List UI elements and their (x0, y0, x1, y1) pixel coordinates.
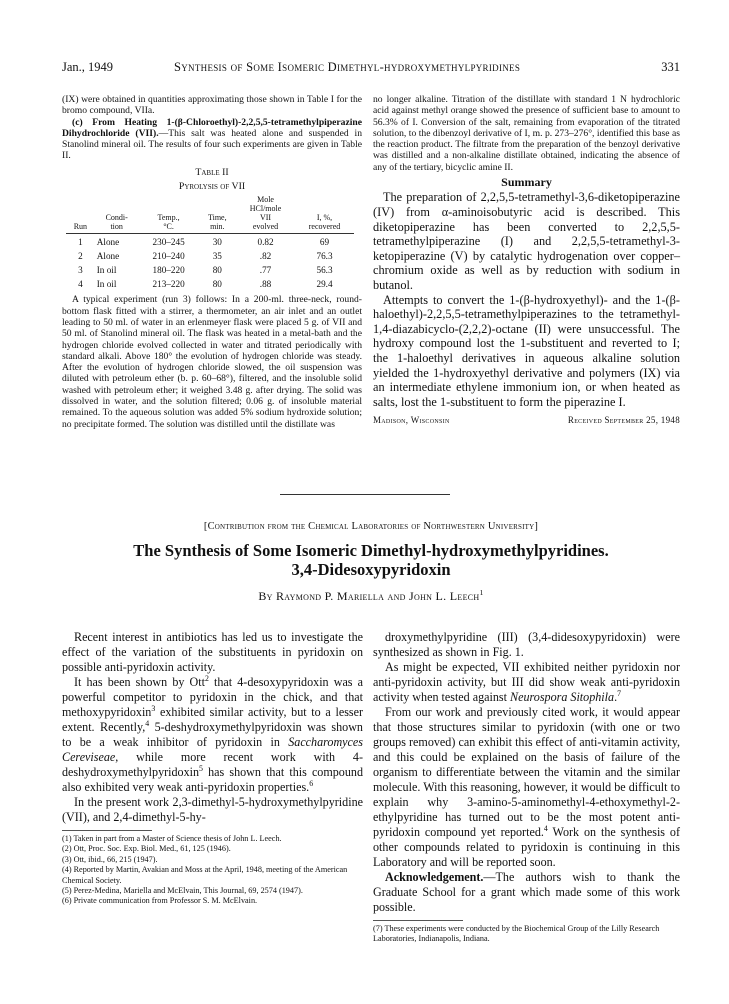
paragraph: (c) From Heating 1-(β-Chloroethyl)-2,2,5,5-tetramethylpiperazine Dihydrochloride (VII).—This salt was heated alone and suspended in Stanolind mineral oil. The results of four such experiments are given in Table II. (62, 116, 362, 162)
table-header-cell: I, %, recovered (295, 195, 354, 234)
paragraph: droxymethylpyridine (III) (3,4-didesoxypyridoxin) were synthesized as shown in Fig. 1. (373, 630, 680, 659)
section-subheading: (c) From Heating 1-(β-Chloroethyl)-2,2,5,5-tetramethylpiperazine Dihydrochloride (VII). (62, 116, 362, 139)
table-cell: 210–240 (152, 250, 185, 261)
table-header-cell: Time, min. (199, 195, 236, 234)
header-date: Jan., 1949 (62, 60, 114, 74)
left-column-top (62, 94, 362, 430)
table-cell: 76.3 (316, 250, 333, 261)
table-cell: 213–220 (152, 278, 185, 289)
table-row (66, 276, 354, 290)
paragraph: Acknowledgement.—The authors wish to thank the Graduate School for a grant which made some of this work possible. (373, 870, 680, 914)
authors: By Raymond P. Mariella and John L. Leech$^1$ (258, 588, 484, 603)
article-title: The Synthesis of Some Isomeric Dimethyl-hydroxymethylpyridines. 3,4-Didesoxypyridoxin (133, 541, 609, 579)
table-cell: 230–245 (152, 236, 185, 247)
footnotes (373, 924, 680, 945)
table-header-cell: Mole HCl/mole VII evolved (236, 195, 295, 234)
table-cell: In oil (96, 278, 117, 289)
paragraph: no longer alkaline. Titration of the distillate with standard 1 N hydrochloric acid against methyl orange showed the presence of sufficient base to amount to 56.3% of I. Conversion of the salt, remaining from evaporation of the titrated solution, to the dibenzoyl derivative of I, m. p. 273–276°, identified this base as the reaction product. The filtrate from the preparation of the benzoyl derivative was distilled and a non-alkaline distillate obtained, indicating the absence of any of the tertiary, bicyclic amine II. (373, 94, 680, 173)
acknowledgement-heading: Acknowledgement. (385, 870, 484, 884)
footnote-rule (62, 830, 152, 831)
table-caption: Table II (195, 166, 229, 178)
table-cell: 180–220 (152, 264, 185, 275)
table-cell: 69 (319, 236, 330, 247)
table-cell: 30 (212, 236, 222, 247)
table-cell: .88 (259, 278, 272, 289)
footnote: (3) Ott, ibid., 66, 215 (1947). (62, 854, 158, 864)
table-header-cell: Temp., °C. (139, 195, 199, 234)
paragraph: The preparation of 2,2,5,5-tetramethyl-3,6-diketopiperazine (IV) from α-aminoisobutyric acid is described. This diketopiperazine has been converted to 2,2,5,5-tetramethylpiperazine (I) and 2,2,5,5-tetramethyl-3-ketopiperazine (V) by catalytic hydrogenation over copper–chromium oxide as well as by reduction with sodium in butanol. (373, 190, 680, 292)
table-cell: 56.3 (316, 264, 333, 275)
paragraph: It has been shown by Ott$^2$ that 4-desoxypyridoxin was a powerful competitor to pyridoxin in the chick, and that methoxypyridoxin$^3$ exhibited similar activity, but to a lesser extent. Recently,$^4$ 5-deshydroxymethylpyridoxin was shown to be a weak inhibitor of pyridoxin in Saccharomyces Cereviseae, while more recent work with 4-deshydroxymethylpyridoxin$^5$ has shown that this compound also exhibited very weak anti-pyridoxin properties.$^6$ (62, 673, 363, 794)
footnote-rule (373, 920, 463, 921)
paragraph: In the present work 2,3-dimethyl-5-hydroxymethylpyridine (VII), and 2,4-dimethyl-5-hy- (62, 795, 363, 824)
table-cell: 3 (78, 264, 83, 275)
table-row (66, 262, 354, 276)
table-header-cell: Run (66, 195, 95, 234)
table-cell: 4 (78, 278, 83, 289)
table-cell: .82 (259, 250, 272, 261)
table-row (66, 234, 354, 249)
paragraph: As might be expected, VII exhibited neither pyridoxin nor anti-pyridoxin activity, but III did show weak anti-pyridoxin activity when tested against Neurospora Sitophila.$^7$ (373, 660, 680, 704)
paragraph: From our work and previously cited work, it would appear that those structures similar to pyridoxin (with one or two groups removed) can exhibit this effect of anti-vitamin activity, and this could be explained on the basis of failure of the organism to differentiate between the vitamin and the similar molecule. With this reasoning, however, it would be difficult to explain why 3-amino-5-aminomethyl-4-ethoxymethyl-2-ethylpyridine has turned out to be the most potent anti-pyridoxin compound yet reported.$^4$ Work on the synthesis of other compounds related to pyridoxin is continuing in this Laboratory and will be reported soon. (373, 705, 680, 869)
page-number: 331 (661, 60, 680, 74)
summary-heading: Summary (501, 175, 552, 190)
page-header (62, 60, 680, 76)
table-row (66, 248, 354, 262)
footnote: (5) Perez-Medina, Mariella and McElvain, This Journal, 69, 2574 (1947). (62, 886, 303, 896)
table-cell: In oil (96, 264, 117, 275)
paragraph: Recent interest in antibiotics has led us to investigate the effect of the variation of the substituents in pyridoxin on possible anti-pyridoxin activity. (62, 630, 363, 674)
section-divider (280, 494, 450, 495)
footnote: (1) Taken in part from a Master of Science thesis of John L. Leech. (62, 834, 282, 843)
table-cell: 35 (212, 250, 222, 261)
footnote: (4) Reported by Martin, Avakian and Moss at the April, 1948, meeting of the American Chemical Society. (62, 865, 348, 885)
footnote: (7) These experiments were conducted by the Biochemical Group of the Lilly Research Laboratories, Indianapolis, Indiana. (373, 924, 660, 944)
place: Madison, Wisconsin (373, 415, 450, 426)
paragraph: A typical experiment (run 3) follows: In a 200-ml. three-neck, round-bottom flask fitted with a stirrer, a thermometer, an air inlet and an outlet leading to 50 ml. of water in an erlenmeyer flask were placed 5 g. of VII and 50 ml. of Stanolind mineral oil. The flask was heated in a metal-bath and the hydrogen chloride evolved collected in water and titrated periodically with standard alkali. Above 180° the evolution of hydrogen chloride was steady. After the evolution of hydrogen chloride slowed, the oil suspension was diluted with petroleum ether (b. p. 60–68°), filtered, and the insoluble solid washed with petroleum ether; it weighed 3.48 g. after drying. The solid was dissolved in water, and the solution filtered; 0.06 g. of insoluble material remained. To the aqueous solution was added 5% sodium hydroxide solution; no precipitate formed. The solution was distilled until the distillate was (62, 294, 362, 430)
body-left-column (62, 630, 363, 907)
signature-line (373, 415, 680, 426)
paragraph: Attempts to convert the 1-(β-hydroxyethyl)- and the 1-(β-haloethyl)-2,2,5,5-tetramethylpiperazines to the tetramethyl-1,4-diazabicyclo-(2,2,2)-octane (II) were unsuccessful. The hydroxy compound lost the 1-substituent and reverted to I; the 1-haloethyl derivatives in aqueous alkaline solution yielded the 1-hydroxyethyl derivative and polymers (IX) via an intermediate ethylene immonium ion, or when heated as salts, lost the 1-substituent to form the piperazine I. (373, 292, 680, 409)
paragraph: (IX) were obtained in quantities approximating those shown in Table I for the bromo compound, VIIa. (62, 94, 362, 117)
body-right-column (373, 630, 680, 945)
data-table (66, 195, 354, 290)
table-cell: 1 (78, 236, 83, 247)
table-cell: 0.82 (257, 236, 274, 247)
table-cell: 29.4 (316, 278, 333, 289)
received-date: Received September 25, 1948 (567, 415, 680, 426)
footnote: (6) Private communication from Professor S. M. McElvain. (62, 896, 258, 906)
table-header-cell: Condi- tion (95, 195, 139, 234)
footnote: (2) Ott, Proc. Soc. Exp. Biol. Med., 61, 125 (1946). (62, 844, 231, 854)
table-cell: .77 (259, 264, 272, 275)
table-cell: 80 (212, 278, 222, 289)
table-cell: 2 (78, 250, 83, 261)
table-cell: Alone (96, 250, 120, 261)
running-title: Synthesis of Some Isomeric Dimethyl-hydroxymethylpyridines (174, 60, 521, 74)
table-cell: Alone (96, 236, 120, 247)
contribution-line: [Contribution from the Chemical Laboratories of Northwestern University] (203, 521, 539, 532)
table-cell: 80 (212, 264, 222, 275)
table-subcaption: Pyrolysis of VII (178, 181, 246, 193)
right-column-top (373, 94, 680, 427)
footnotes (62, 834, 363, 907)
